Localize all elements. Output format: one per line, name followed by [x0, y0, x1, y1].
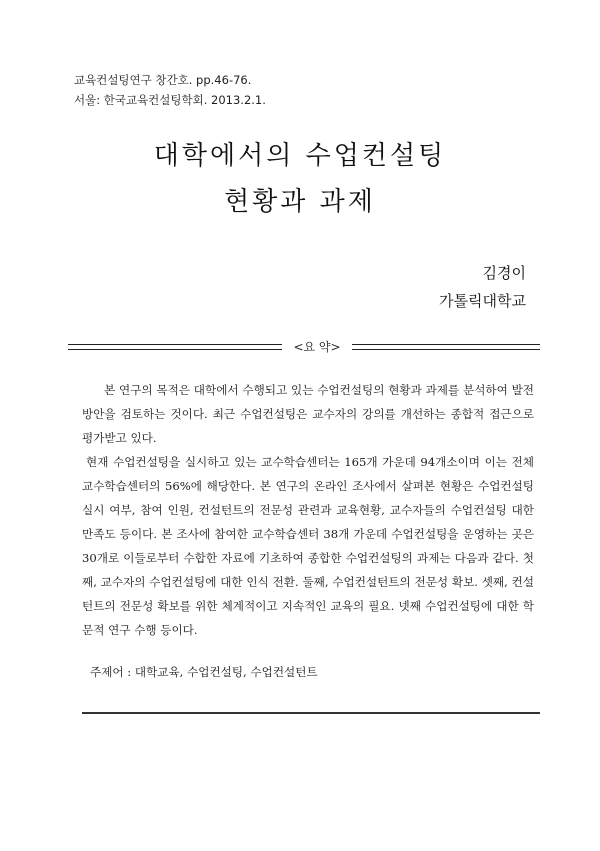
keywords: 주제어 : 대학교육, 수업컨설팅, 수업컨설턴트: [90, 665, 318, 679]
abstract-paragraph: 현재 수업컨설팅을 실시하고 있는 교수학습센터는 165개 가운데 94개소이며 이는 전체 교수학습센터의 56%에 해당한다. 본 연구의 온라인 조사에서 살펴본 현황은 수업컨설팅 실시 여부, 참여 인원, 컨설턴트의 전문성 관련과 교육현황, 교수자들의 수업컨설팅 대한 만족도 등이다. 본 조사에 참여한 교수학습센터 38개 가운데 수업컨설팅을 운영하는 곳은 30개로 이들로부터 수합한 자료에 기초하여 종합한 수업컨설팅의 과제는 다음과 같다. 첫째, 교수자의 수업컨설팅에 대한 인식 전환. 둘째, 수업컨설턴트의 전문성 확보. 셋째, 컨설턴트의 전문성 확보를 위한 체계적이고 지속적인 교육의 필요. 넷째 수업컨설팅에 대한 학문적 연구 수행 등이다.: [82, 455, 534, 637]
bottom-rule: [82, 712, 540, 714]
paper-title-line2: 현황과 과제: [224, 187, 376, 217]
abstract-rule-right: [352, 344, 540, 350]
author-affiliation: 가톨릭대학교: [439, 292, 526, 310]
abstract-rule-left: [68, 344, 282, 350]
abstract-heading: <요 약>: [293, 340, 341, 354]
abstract-paragraph: 본 연구의 목적은 대학에서 수행되고 있는 수업컨설팅의 현황과 과제를 분석하여 발전방안을 검토하는 것이다. 최근 수업컨설팅은 교수자의 강의를 개선하는 종합적 접근으로 평가받고 있다.: [82, 383, 534, 445]
citation-publisher: 서울: 한국교육컨설팅학회. 2013.2.1.: [74, 93, 266, 107]
citation-journal: 교육컨설팅연구 창간호. pp.46-76.: [74, 73, 252, 87]
paper-title-line1: 대학에서의 수업컨설팅: [153, 141, 447, 171]
author-name: 김경이: [482, 264, 526, 282]
abstract-body: [82, 378, 534, 642]
